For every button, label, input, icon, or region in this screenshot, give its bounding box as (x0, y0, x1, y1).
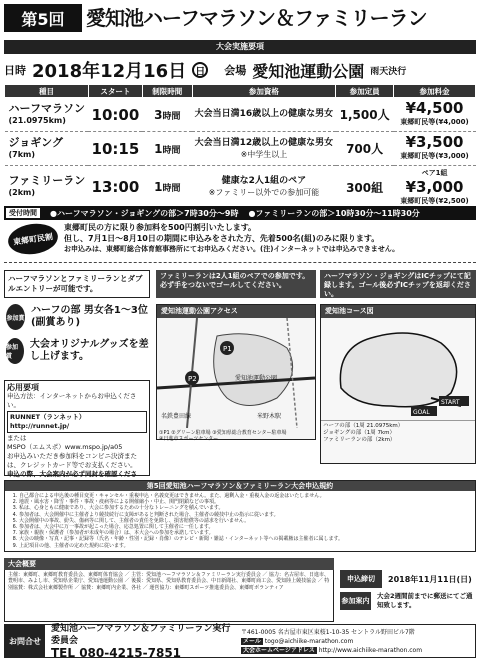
p2-marker: P2 (188, 375, 197, 383)
prize-item (6, 338, 152, 364)
p1-marker: P1 (223, 345, 232, 353)
contact-web[interactable]: http://www.aichiike-marathon.com (318, 646, 423, 654)
event-date-row (4, 58, 476, 82)
contact-label: お問合せ (5, 625, 45, 657)
goal-label: GOAL (413, 409, 430, 416)
race-cap: 1,500人 (336, 98, 394, 132)
race-table-header (5, 85, 476, 98)
race-limit: 3時間 (142, 98, 192, 132)
access-map-title: 愛知池運動公園アクセス (157, 305, 315, 318)
course-map (320, 304, 476, 464)
park-label: 愛知池運動公園 (235, 375, 278, 382)
col-start: スタート (88, 85, 142, 98)
section-guide-header: 大会実施要項 (4, 40, 476, 54)
contact-org: 愛知池ハーフマラソン＆ファミリーラン実行委員会 TEL 080-4215-7851 (45, 623, 235, 659)
page-title: 愛知池ハーフマラソン＆ファミリーラン (86, 6, 427, 30)
ic-chip-note: ハーフマラソン・ジョギングはICチップにて記録します。ゴール後必ずICチップを返却ください。 (320, 270, 476, 298)
race-limit: 1時間 (142, 166, 192, 209)
deadline-value: 2018年11月11日(日) (388, 574, 472, 584)
double-entry-note: ハーフマラソンとファミリーランとダブルエントリーが可能です。 (4, 270, 150, 298)
race-name: ハーフマラソン (21.0975km) (5, 98, 89, 132)
apply-line: お申込みいただき参加料をコンビニ決済または、クレジットカード等でお支払ください。 (7, 452, 137, 469)
race-start: 10:00 (88, 98, 142, 132)
race-cap: 300組 (336, 166, 394, 209)
col-qual: 参加資格 (192, 85, 335, 98)
contact-tel[interactable]: TEL 080-4215-7851 (51, 646, 182, 660)
contact-mail[interactable]: togo@aichiike-marathon.com (264, 637, 354, 645)
race-start: 13:00 (88, 166, 142, 209)
access-map-drawing (157, 318, 315, 428)
entry-terms (4, 480, 476, 552)
deadline-row (340, 570, 476, 588)
table-row (5, 132, 476, 166)
ship-row (340, 592, 476, 610)
overview-heading: 大会概要 (4, 558, 334, 570)
date-label: 日時 (4, 64, 26, 77)
weekday-circle: 日 (192, 62, 208, 78)
contact-box (4, 624, 476, 658)
race-start: 10:15 (88, 132, 142, 166)
terms-list (5, 491, 475, 549)
race-qual: 健康な2人1組のペア ※ファミリー以外での参加可能 (192, 166, 335, 209)
race-fee: ペア1組 ¥3,000 東郷町民等(¥2,500) (394, 166, 476, 209)
course-legend: ハーフの部（1周 21.0975km） ジョギングの部（1周 7km） ファミリーランの部（2km） (321, 420, 475, 446)
list-item: 8. 大会の映像・写真・記事・記録等（氏名・年齢・性別・記録・肖像）のテレビ・新聞・雑誌・インターネット等への掲載権は主催者に属します。 (19, 536, 471, 542)
venue-label: 会場 (224, 64, 247, 77)
event-venue: 愛知池運動公園 (252, 61, 365, 81)
deadline-label: 申込締切 (340, 570, 382, 588)
col-fee: 参加料金 (394, 85, 476, 98)
race-table (4, 84, 476, 209)
list-item: 6. 参加者は、大会中に万一事故が起こった場合、応急処置に関して主催者に一任します。 (19, 524, 471, 530)
station-label: 米野木駅 (257, 413, 282, 420)
runnet-link[interactable]: RUNNET（ランネット）http://runnet.jp/ (7, 411, 147, 433)
list-item: 7. 家族・親族・保護者（参加者が未成年の場合）は、本大会への参加を承諾しています。 (19, 530, 471, 536)
edition-badge: 第5回 (4, 4, 82, 32)
prize-item (6, 304, 152, 330)
prize-list (6, 304, 152, 364)
divider (4, 262, 476, 263)
table-row (5, 98, 476, 132)
race-limit: 1時間 (142, 132, 192, 166)
prize-text: ハーフの部 男女各1〜3位(副賞あり) (30, 305, 148, 328)
terms-heading: 第5回愛知池ハーフマラソン＆ファミリーラン大会申込規約 (5, 481, 475, 491)
rain-note: 雨天決行 (370, 66, 407, 77)
apply-line: 申込方法：インターネットからお申込ください。 (7, 392, 137, 409)
race-qual: 大会当日満12歳以上の健康な男女 ※中学生以上 (192, 132, 335, 166)
ship-label: 参加案内 (340, 592, 371, 610)
list-item: 1. 自己都合による申込後の種目変更・キャンセル・重複申込・名義変更はできません。また、過剰入金・重複入金の返金はいたしません。 (19, 493, 471, 499)
race-fee: ¥3,500 東郷町民等(¥3,000) (394, 132, 476, 166)
reception-bar (4, 206, 476, 220)
col-cap: 参加定員 (336, 85, 394, 98)
race-fee: ¥4,500 東郷町民等(¥4,000) (394, 98, 476, 132)
contact-address: 〒461-0005 名古屋市東区東桜1-10-35 セントラル野田ビル7階 メール togo@aichiike-marathon.com 大会ホームページアドレス http://www.aichiike-marathon.com (241, 628, 423, 654)
apply-line: 申込の際、大会案内が必ず同封を確認くださ (7, 470, 137, 478)
ship-value: 大会2週間前までに郵送にてご通知致します。 (377, 592, 473, 609)
race-name: ファミリーラン (2km) (5, 166, 89, 209)
reception-half: ●ハーフマラソン・ジョギングの部＞7時30分〜9時 (50, 208, 239, 218)
list-item: 2. 地震・風水害・降雪・事件・事故・疫病等による開催縮小・中止、関門閉鎖などの事項。 (19, 499, 471, 505)
access-map-legend: ①P1 ②グリーン駐車場 ③愛知県総合教育センター駐車場 ④日進市スポーツセンター (159, 430, 287, 442)
course-map-drawing (321, 318, 475, 418)
list-item: 3. 私は、心身ともに健康であり、大会に参加するための十分なトレーニングを積んでいます。 (19, 505, 471, 511)
town-discount-badge: 東郷町民割 (6, 221, 60, 258)
race-qual: 大会当日満16歳以上の健康な男女 (192, 98, 335, 132)
prize-text: 大会オリジナルグッズを差し上げます。 (29, 339, 149, 362)
course-map-title: 愛知池コース図 (321, 305, 475, 318)
prize-stamp: 参加賞 (6, 304, 25, 330)
apply-heading: 応用要項 (7, 383, 39, 392)
list-item: 5. 大会開催中の事故、紛失、傷病等に関して、主催者の責任を免除し、損害賠償等の請求を行いません。 (19, 518, 471, 524)
list-item: 9. 上記項目の他、主催者の定めた規約に従います。 (19, 543, 471, 549)
table-row (5, 166, 476, 209)
race-name: ジョギング (7km) (5, 132, 89, 166)
start-label: START (441, 399, 460, 406)
col-limit: 制限時間 (142, 85, 192, 98)
application-box (4, 380, 150, 476)
race-cap: 700人 (336, 132, 394, 166)
road-label: 名鉄豊田線 (161, 413, 192, 420)
reception-family: ●ファミリーランの部＞10時30分〜11時30分 (248, 208, 420, 218)
access-map (156, 304, 316, 440)
family-run-note: ファミリーランは2人1組のペアでの参加です。必ず手をつないでゴールしてください。 (156, 270, 316, 298)
reception-label: 受付時間 (6, 208, 40, 218)
prize-stamp: 参加賞 (6, 338, 24, 364)
event-date: 2018年12月16日 (32, 61, 187, 82)
mspo-link[interactable]: MSPO（エムスポ）www.mspo.jp/a05 (7, 443, 123, 451)
col-event: 種目 (5, 85, 89, 98)
apply-line: または (7, 434, 27, 442)
overview-body: 主催：東郷町、東郷町教育委員会、東郷町体育協会 ／ 主管：愛知池ハーフマラソン＆ファミリーラン実行委員会 ／ 協力：名古屋市、日進市、豊明市、みよし市、愛知県企業庁、愛知池運動公園 ／ 後援：愛知県、愛知県教育委員会、中日新聞社、東郷町商工会、愛知陸上競技協会 ／ 特別協賛：株式会社東郷製作所 ／ 協賛：東郷町内企業、各社 ／ 運営協力：東郷町スポーツ推進委員会、東郷町ボランティア (4, 570, 334, 622)
deadline-box (340, 570, 476, 616)
town-discount-text: 東郷町民の方に限り参加料を500円割引いたします。 但し、7月1日〜8月10日の期間に申込みをされた方、先着500名(組)のみに限ります。 お申込みは、東郷町総合体育館事務所にてお申込みください。(注)インターネットでは申込みできません。 (64, 223, 400, 253)
list-item: 4. 参加者は、大会開催中に主催者より競技続行に支障があると判断された場合、主催者の競技中止の指示に従います。 (19, 512, 471, 518)
